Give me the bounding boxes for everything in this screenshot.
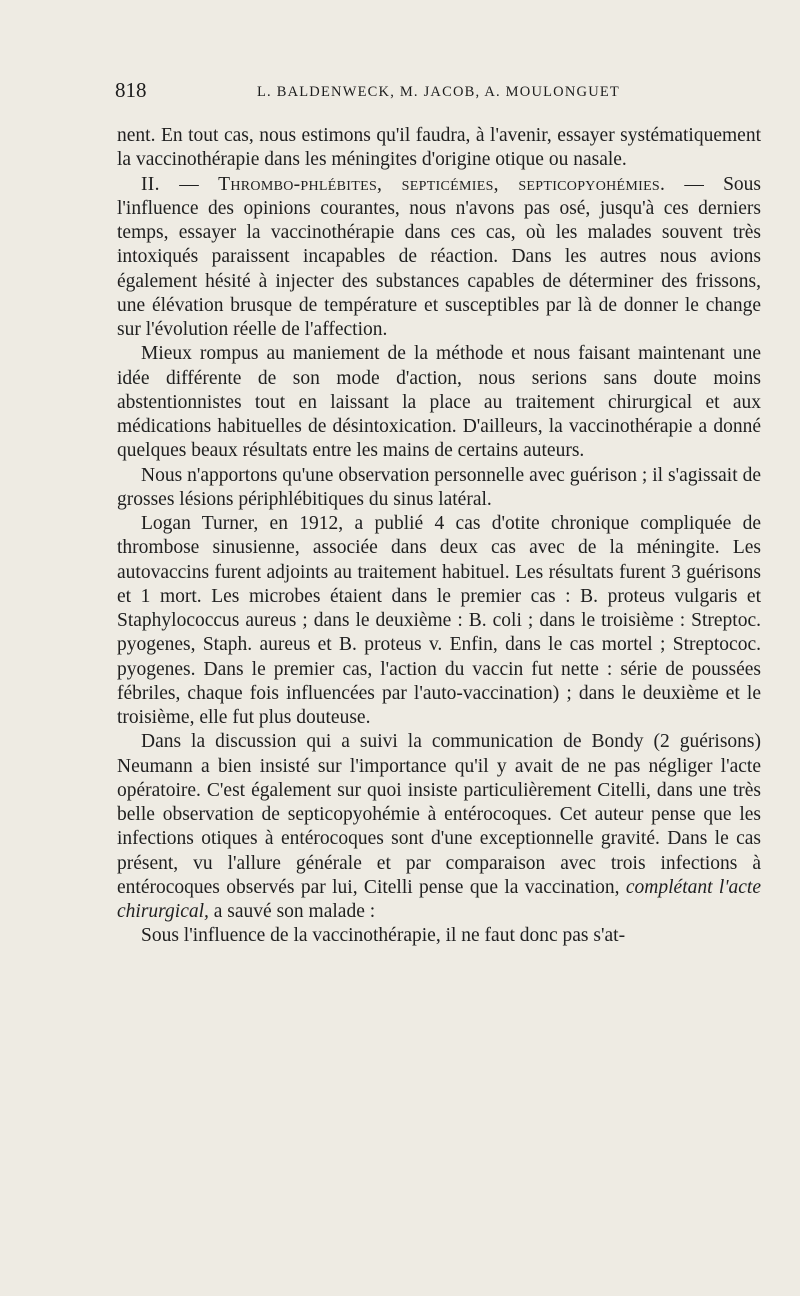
italic-phrase: complétant l'acte chirurgical,	[117, 876, 761, 922]
section-heading: II. — Thrombo-phlébites, septicémies, septicopyohémies.	[141, 173, 666, 195]
paragraph	[117, 342, 761, 463]
paragraph-text: Mieux rompus au maniement de la méthode et nous faisant maintenant une idée différente de son mode d'action, nous serions sans doute moins abstentionnistes tout en laissant la place au traitement chirurgical et aux médications habituelles de désintoxication. D'ailleurs, la vaccinothérapie a donné quelques beaux résultats entre les mains de certains auteurs.	[117, 343, 761, 462]
paragraph-text: Dans la discussion qui a suivi la communication de Bondy (2 guérisons) Neumann a bien insisté sur l'importance qu'il y avait de ne pas négliger l'acte opératoire. C'est également sur quoi insiste particulièrement Citelli, dans une très belle observation de septicopyohémie à entérocoques. Cet auteur pense que les infections otiques à entérocoques sont d'une exceptionnelle gravité. Dans le cas présent, vu l'allure générale et par comparaison avec trois infections à entérocoques observés par lui, Citelli pense que la vaccination,	[117, 731, 761, 898]
paragraph-text: Sous l'influence de la vaccinothérapie, il ne faut donc pas s'at-	[141, 925, 626, 947]
page-number: 818	[115, 78, 147, 102]
paragraph	[117, 924, 761, 948]
page-header	[115, 78, 755, 110]
paragraph	[117, 512, 761, 730]
paragraph-text: Nous n'apportons qu'une observation personnelle avec guérison ; il s'agissait de grosses lésions périphlébitiques du sinus latéral.	[117, 464, 761, 510]
paragraph-text: nent. En tout cas, nous estimons qu'il faudra, à l'avenir, essayer systématiquement la vaccinothérapie dans les méningites d'origine otique ou nasale.	[117, 125, 761, 171]
paragraph-text: Logan Turner, en 1912, a publié 4 cas d'otite chronique compliquée de thrombose sinusienne, associée dans deux cas avec de la méningite. Les autovaccins furent adjoints au traitement habituel. Les résultats furent 3 guérisons et 1 mort. Les microbes étaient dans le premier cas : B. proteus vulgaris et Staphylococcus aureus ; dans le deuxième : B. coli ; dans le troisième : Streptoc. pyogenes, Staph. aureus et B. proteus v. Enfin, dans le cas mortel ; Streptococ. pyogenes. Dans le premier cas, l'action du vaccin fut nette : série de poussées fébriles, chaque fois influencées par l'auto-vaccination) ; dans le deuxième et le troisième, elle fut plus douteuse.	[117, 513, 761, 728]
paragraph-text: — Sous l'influence des opinions courantes, nous n'avons pas osé, jusqu'à ces derniers temps, essayer la vaccinothérapie dans ces cas, où les malades souvent très intoxiqués paraissent incapables de réaction. Dans les autres nous avions également hésité à injecter des substances capables de déterminer des frissons, une élévation brusque de température et susceptibles par là de donner le change sur l'évolution réelle de l'affection.	[117, 173, 762, 340]
paragraph	[117, 124, 761, 173]
body-text	[117, 124, 761, 949]
paragraph	[117, 730, 761, 924]
paragraph	[117, 173, 761, 343]
running-head: L. BALDENWECK, M. JACOB, A. MOULONGUET	[257, 84, 620, 100]
paragraph	[117, 464, 761, 513]
paragraph-text: a sauvé son malade :	[208, 901, 376, 922]
